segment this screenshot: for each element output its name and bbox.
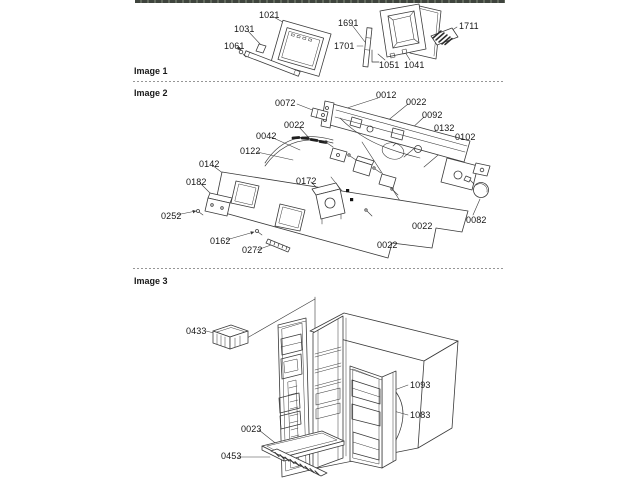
part-label: 0132 (434, 123, 455, 133)
part-label: 0162 (210, 236, 231, 246)
part-label: 0092 (422, 110, 443, 120)
part-label: 1031 (234, 24, 255, 34)
part-label: 0102 (455, 132, 476, 142)
section-divider-2 (133, 268, 505, 269)
control-housing-0012 (321, 101, 490, 190)
part-label: 0072 (275, 98, 296, 108)
part-label: 0023 (241, 424, 262, 434)
part-label: 0272 (242, 245, 263, 255)
part-label: 0022 (412, 221, 433, 231)
part-label: 0042 (256, 131, 277, 141)
display-housing-1041 (380, 4, 441, 59)
part-label: 0182 (186, 177, 207, 187)
part-label: 0252 (161, 211, 182, 221)
part-label: 1093 (410, 380, 431, 390)
part-label: 0022 (377, 240, 398, 250)
part-label: 1021 (259, 10, 280, 20)
screw-0252 (197, 210, 204, 216)
section-divider-1 (133, 81, 505, 82)
part-label: 1701 (334, 41, 355, 51)
image2-drawing (176, 98, 490, 258)
part-label: 0433 (186, 326, 207, 336)
part-label: 0022 (406, 97, 427, 107)
section-title-image3: Image 3 (134, 276, 168, 286)
part-label: 0453 (221, 451, 242, 461)
tray-0433 (213, 325, 248, 349)
screw-0162 (256, 230, 263, 236)
part-label: 1041 (404, 60, 425, 70)
section-title-image2: Image 2 (134, 88, 168, 98)
part-label: 0122 (240, 146, 261, 156)
display-strip-1701 (363, 28, 379, 67)
part-label: 1711 (459, 21, 479, 31)
part-label: 0142 (199, 159, 220, 169)
part-label: 0172 (296, 176, 317, 186)
part-label: 0022 (284, 120, 305, 130)
part-label: 1051 (379, 60, 400, 70)
part-label: 1083 (410, 410, 431, 420)
part-label: 1061 (224, 41, 245, 51)
section-title-image1: Image 1 (134, 66, 168, 76)
part-label: 0012 (376, 90, 397, 100)
part-label: 1691 (338, 18, 359, 28)
fresh-food-door (350, 366, 403, 468)
part-label: 0082 (466, 215, 487, 225)
